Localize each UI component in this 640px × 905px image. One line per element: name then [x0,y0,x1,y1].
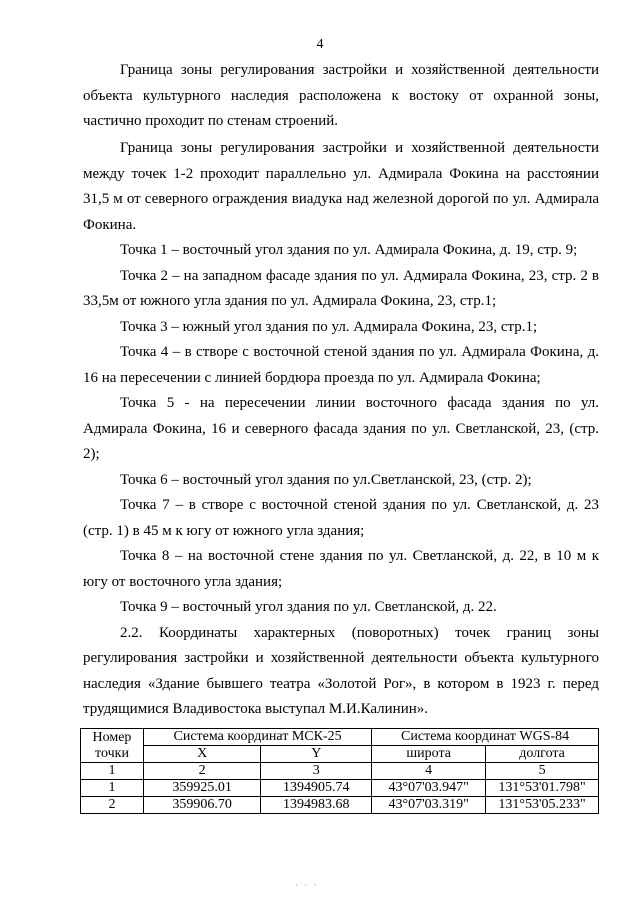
paragraph-point-7: Точка 7 – в створе с восточной стеной здания по ул. Светланской, д. 23 (стр. 1) в 45 м к югу от южного угла здания; [83,497,599,539]
cell-y: 1394983.68 [261,797,372,814]
paragraph-point-2: Точка 2 – на западном фасаде здания по ул. Адмирала Фокина, 23, стр. 2 в 33,5м от южного угла здания по ул. Адмирала Фокина, 23, стр.1; [83,267,599,309]
cell-latitude: 43°07'03.947" [372,780,486,797]
index-cell: 4 [372,763,486,780]
table-header-row [81,729,599,746]
header-longitude: долгота [486,746,599,763]
cell-point: 1 [81,780,144,797]
paragraph-section-2-2: 2.2. Координаты характерных (поворотных) точек границ зоны регулирования застройки и хозяйственной деятельности объекта культурного наследия «Здание бывшего театра «Золотой Рог», в котором в 1923 г. перед трудящимися Владивостока выступал М.И.Калинин». [83,624,599,717]
cell-longitude: 131°53'01.798" [486,780,599,797]
paragraph-point-5: Точка 5 - на пересечении линии восточного фасада здания по ул. Адмирала Фокина, 16 и северного фасада здания по ул. Светланской, 23, (стр. 2); [83,395,599,462]
cell-x: 359925.01 [143,780,260,797]
paragraph-point-6: Точка 6 – восточный угол здания по ул.Светланской, 23, (стр. 2); [120,471,532,488]
header-latitude: широта [372,746,486,763]
boundary-description-block [83,136,599,723]
table-subheader-row [81,746,599,763]
index-cell: 5 [486,763,599,780]
cell-point: 2 [81,797,144,814]
page-number: 4 [316,37,324,52]
header-wgs-system: Система координат WGS-84 [372,729,599,746]
index-cell: 3 [261,763,372,780]
header-x: X [143,746,260,763]
index-cell: 2 [143,763,260,780]
header-y: Y [261,746,372,763]
coordinates-table [80,728,599,814]
footer-scan-mark: · · · [295,880,319,890]
header-point-number: Номер точки [81,729,144,763]
header-msk-system: Система координат МСК-25 [143,729,371,746]
paragraph-point-9: Точка 9 – восточный угол здания по ул. Светланской, д. 22. [120,599,497,615]
cell-longitude: 131°53'05.233" [486,797,599,814]
paragraph-boundary-location: Граница зоны регулирования застройки и хозяйственной деятельности объекта культурного наследия расположена к востоку от охранной зоны, частично проходит по стенам строений. [83,62,599,129]
cell-latitude: 43°07'03.319" [372,797,486,814]
table-row [81,797,599,814]
paragraph-point-8: Точка 8 – на восточной стене здания по ул. Светланской, д. 22, в 10 м к югу от восточного угла здания; [83,548,599,590]
paragraph-point-3: Точка 3 – южный угол здания по ул. Адмирала Фокина, 23, стр.1; [120,318,538,335]
table-row [81,780,599,797]
table-index-row [81,763,599,780]
paragraph-boundary-points-1-2: Граница зоны регулирования застройки и хозяйственной деятельности между точек 1-2 проходит параллельно ул. Адмирала Фокина на расстоянии 31,5 м от северного ограждения виадука над железной дорогой по ул. Адмирала Фокина. [83,140,599,233]
cell-y: 1394905.74 [261,780,372,797]
intro-text-block [83,58,599,135]
paragraph-point-1: Точка 1 – восточный угол здания по ул. Адмирала Фокина, д. 19, стр. 9; [120,242,578,258]
paragraph-point-4: Точка 4 – в створе с восточной стеной здания по ул. Адмирала Фокина, д. 16 на пересечении с линией бордюра проезда по ул. Адмирала Фокина; [83,344,599,386]
cell-x: 359906.70 [143,797,260,814]
index-cell: 1 [81,763,144,780]
